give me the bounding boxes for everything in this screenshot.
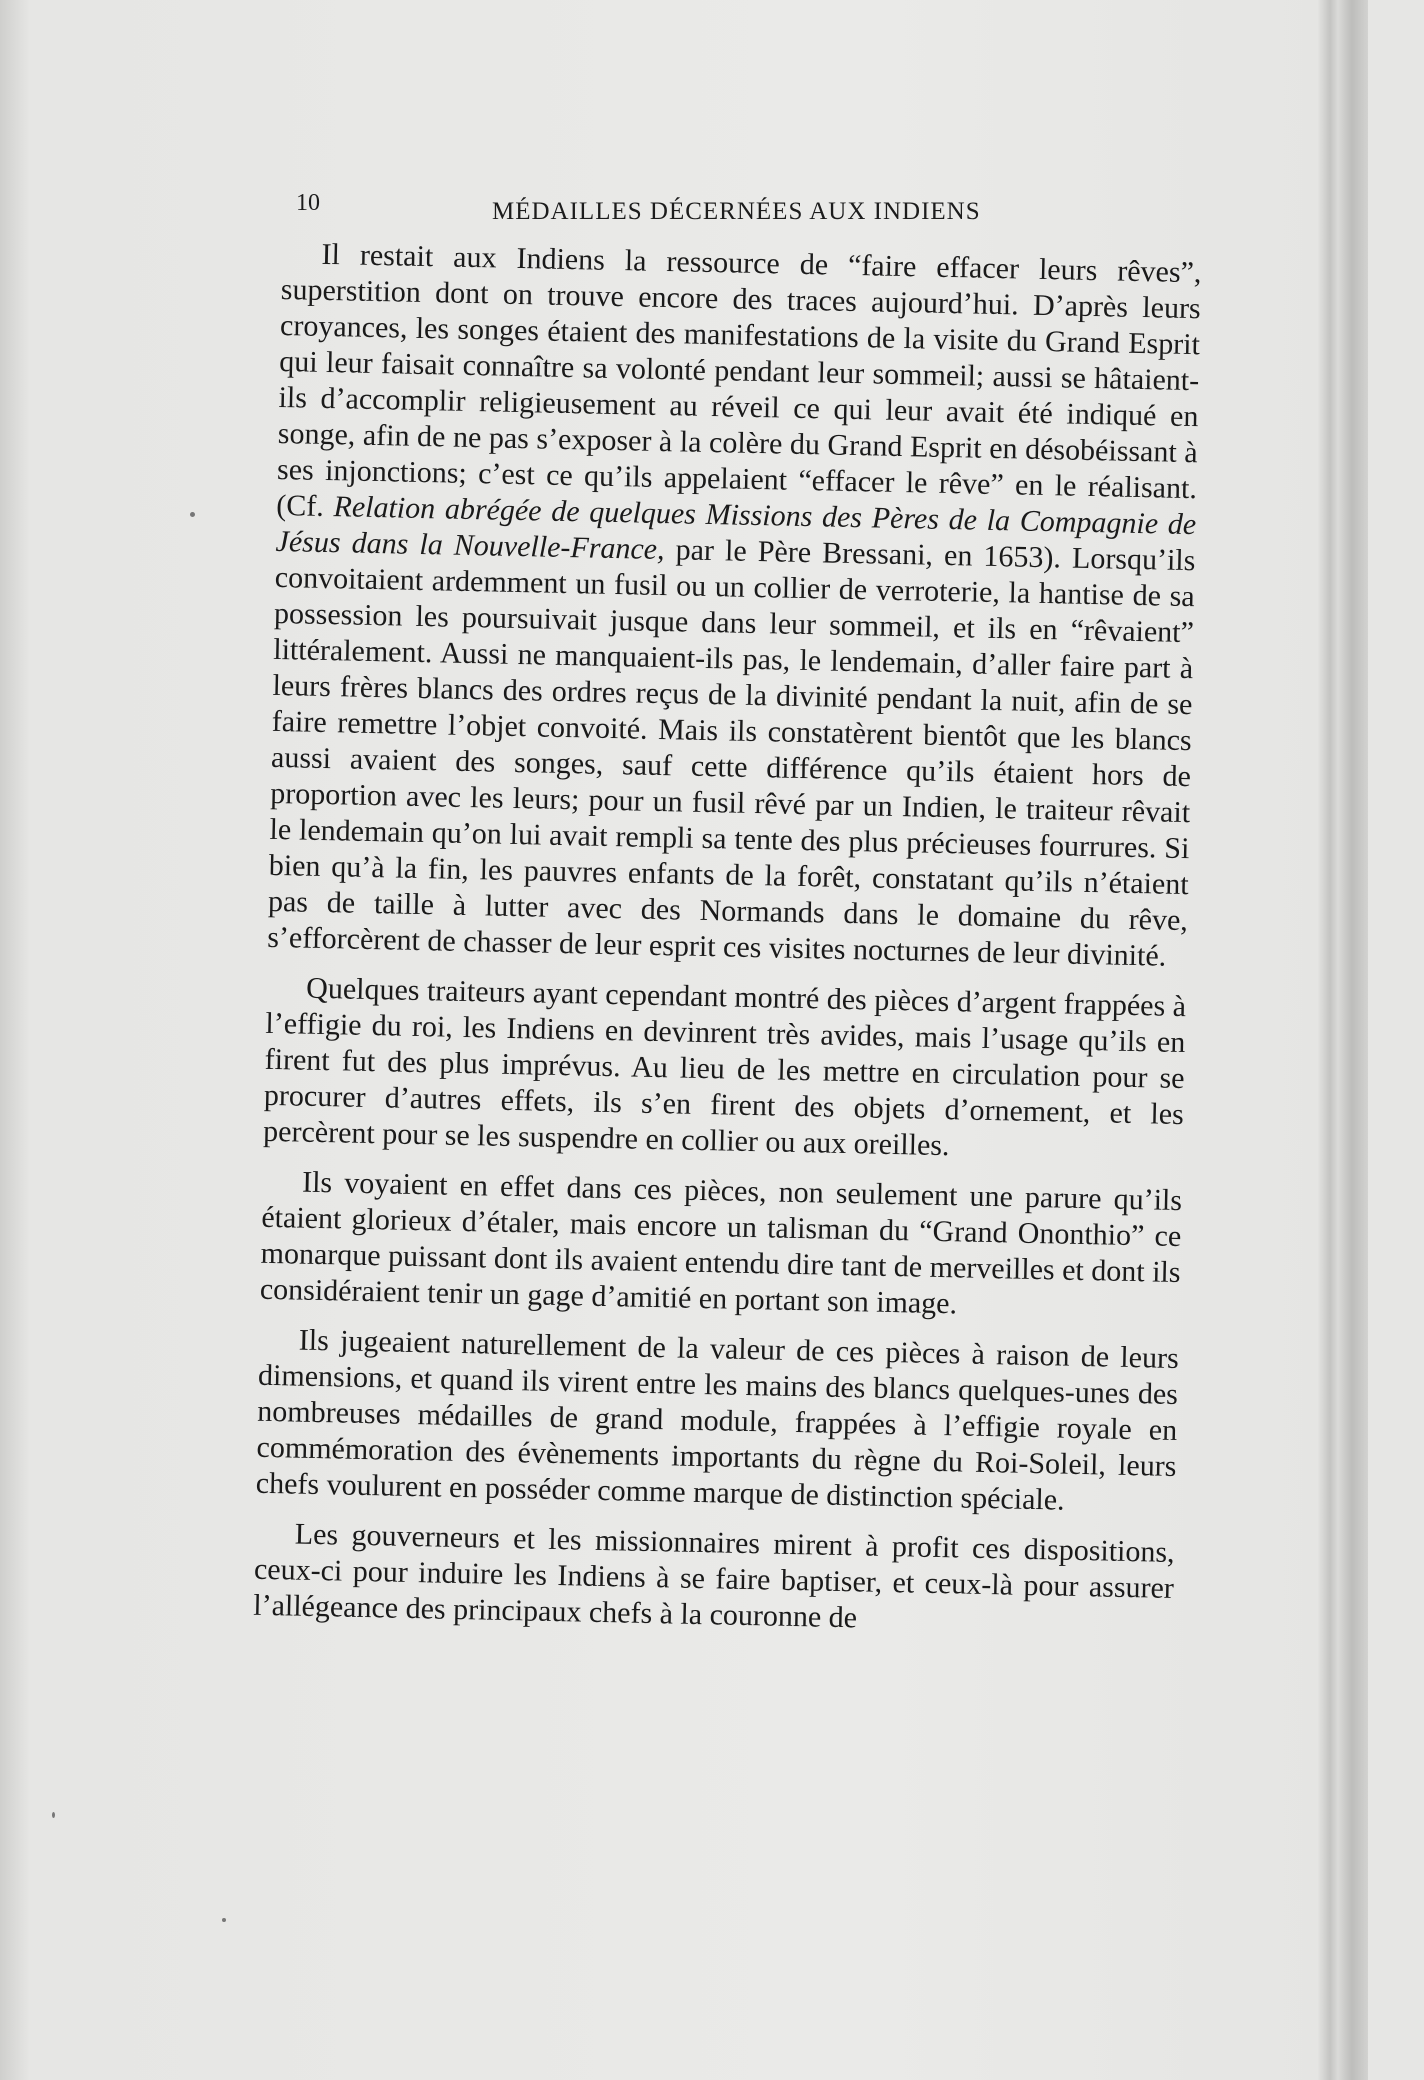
paragraph-1-text-a: Il restait aux Indiens la ressource de “faire effacer leurs rêves”, superstition dont on trouve encore des traces aujourd’hui. D’après leurs croyances, les songes étaient des manifestations de la visite du Grand Esprit qui leur faisait connaître sa volonté pendant leur sommeil; aussi se hâtaient-ils d’accomplir religieusement au réveil ce qui leur avait été indiqué en songe, afin de ne pas s’exposer à la colère du Grand Esprit en désobéissant à ses injonctions; c’est ce qu’ils appelaient “effacer le rêve” en le réalisant. (Cf. <box>276 237 1202 524</box>
paragraph-1-citation-title: Relation abrégée de quelques Missions des Pères de la Compagnie de Jésus dans la Nouvelle-France, <box>275 490 1197 567</box>
paragraph-1-text-b: par le Père Bressani, en 1653). Lorsqu’ils convoitaient ardemment un fusil ou un collier de verroterie, la hantise de sa possession les poursuivait jusque dans leur sommeil, et ils en “rêvaient” littéralement. Aussi ne manquaient-ils pas, le lendemain, d’aller faire part à leurs frères blancs des ordres reçus de la divinité pendant la nuit, afin de se faire remettre l’objet convoité. Mais ils constatèrent bientôt que les blancs aussi avaient des songes, sauf cette différence qu’ils étaient hors de proportion avec les leurs; pour un fusil rêvé par un Indien, le traiteur rêvait le lendemain qu’on lui avait rempli sa tente des plus précieuses fourrures. Si bien qu’à la fin, les pauvres enfants de la forêt, constatant qu’ils n’étaient pas de taille à lutter avec des Normands dans le domaine du rêve, s’efforcèrent de chasser de leur esprit ces visites nocturnes de leur divinité. <box>266 533 1196 973</box>
page-number: 10 <box>296 190 320 216</box>
scan-speck <box>222 1918 226 1922</box>
scan-speck <box>52 1812 55 1818</box>
paragraph-5: Les gouverneurs et les missionnaires mirent à profit ces dispositions, ceux-ci pour induire les Indiens à se faire baptiser, et ceux-là pour assurer l’allégeance des principaux chefs à la couronne de <box>252 1517 1175 1635</box>
running-header <box>296 186 1036 226</box>
paragraph-4: Ils jugeaient naturellement de la valeur de ces pièces à raison de leurs dimensions, et quand ils virent entre les mains des blancs quelques-unes des nombreuses médailles de grand module, frappées à l’effigie royale en commémoration des évènements importants du règne du Roi-Soleil, leurs chefs voulurent en posséder comme marque de distinction spéciale. <box>255 1323 1180 1517</box>
scan-speck <box>190 512 195 517</box>
scan-gutter <box>1368 0 1424 2080</box>
body-text <box>253 236 1202 1643</box>
paragraph-2: Quelques traiteurs ayant cependant montré des pièces d’argent frappées à l’effigie du roi, les Indiens en devinrent très avides, mais l’usage qu’ils en firent fut des plus imprévus. Au lieu de les mettre en circulation pour se procurer d’autres effets, ils s’en firent des objets d’ornement, et les percèrent pour se les suspendre en collier ou aux oreilles. <box>262 971 1187 1163</box>
paragraph-3: Ils voyaient en effet dans ces pièces, non seulement une parure qu’ils étaient glorieux d’étaler, mais encore un talisman du “Grand Ononthio” ce monarque puissant dont ils avaient entendu dire tant de merveilles et dont ils considéraient tenir un gage d’amitié en portant son image. <box>259 1165 1183 1321</box>
running-title: MÉDAILLES DÉCERNÉES AUX INDIENS <box>492 198 981 225</box>
page-edge-shadow <box>1318 0 1368 2080</box>
paragraph-1 <box>267 236 1202 975</box>
